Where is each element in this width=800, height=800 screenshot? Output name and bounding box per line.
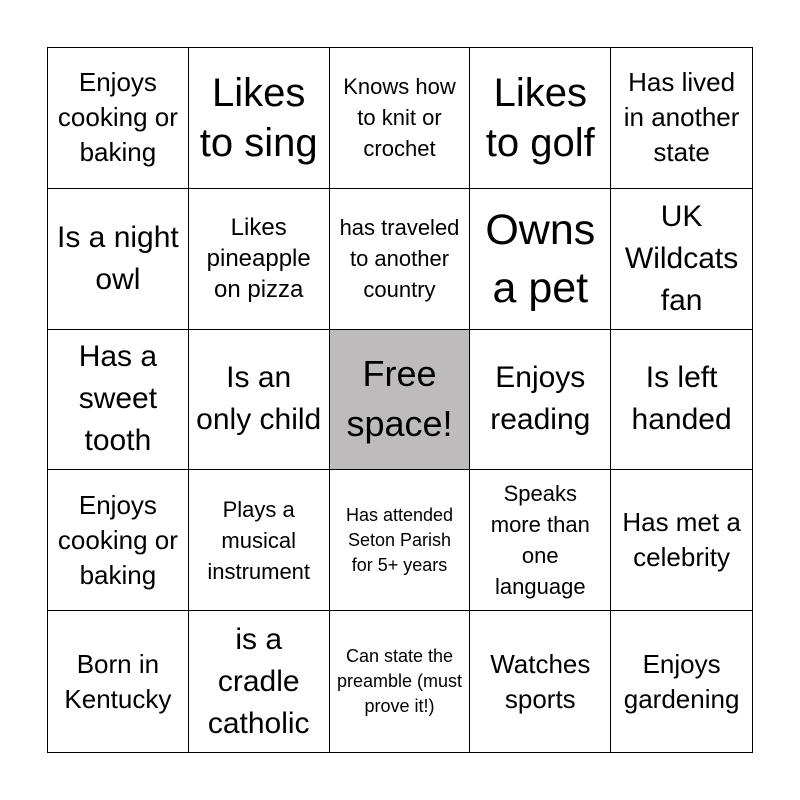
bingo-cell-r3c5[interactable]: [611, 330, 752, 471]
bingo-cell-r1c3[interactable]: [330, 48, 471, 189]
free-space-cell[interactable]: [330, 330, 471, 471]
cell-label: Has lived in another state: [623, 67, 740, 168]
bingo-cell-r4c3[interactable]: [330, 470, 471, 611]
cell-label: Is a night owl: [57, 220, 179, 296]
bingo-cell-r2c4[interactable]: [470, 189, 611, 330]
bingo-cell-r4c2[interactable]: [189, 470, 330, 611]
cell-label: Speaks more than one language: [490, 481, 590, 600]
cell-label: Is left handed: [631, 361, 732, 437]
cell-label: Likes to golf: [485, 70, 595, 165]
bingo-cell-r4c4[interactable]: [470, 470, 611, 611]
cell-label: Can state the preamble (must prove it!): [336, 646, 463, 717]
cell-label: Enjoys cooking or baking: [57, 489, 178, 590]
cell-label: Born in Kentucky: [64, 648, 172, 714]
cell-label: Enjoys gardening: [623, 648, 740, 714]
bingo-cell-r1c4[interactable]: [470, 48, 611, 189]
cell-label: Has attended Seton Parish for 5+ years: [345, 504, 454, 575]
bingo-cell-r4c1[interactable]: [48, 470, 189, 611]
bingo-cell-r2c3[interactable]: [330, 189, 471, 330]
cell-label: is a cradle catholic: [207, 622, 310, 740]
bingo-cell-r2c2[interactable]: [189, 189, 330, 330]
bingo-cell-r1c2[interactable]: [189, 48, 330, 189]
cell-label: Enjoys reading: [490, 361, 591, 437]
cell-label: has traveled to another country: [339, 215, 460, 303]
cell-label: Likes to sing: [199, 70, 318, 165]
cell-label: Plays a musical instrument: [207, 496, 311, 584]
bingo-cell-r2c5[interactable]: [611, 189, 752, 330]
cell-label: Is an only child: [196, 361, 322, 437]
bingo-cell-r5c1[interactable]: [48, 611, 189, 752]
bingo-cell-r3c2[interactable]: [189, 330, 330, 471]
bingo-cell-r5c5[interactable]: [611, 611, 752, 752]
bingo-cell-r4c5[interactable]: [611, 470, 752, 611]
cell-label: UK Wildcats fan: [624, 199, 739, 317]
cell-label: Owns a pet: [485, 205, 596, 312]
bingo-cell-r3c4[interactable]: [470, 330, 611, 471]
cell-label: Has met a celebrity: [622, 507, 741, 573]
cell-label: Likes pineapple on pizza: [206, 214, 311, 304]
bingo-cell-r5c2[interactable]: [189, 611, 330, 752]
bingo-board: [47, 47, 753, 753]
bingo-cell-r2c1[interactable]: [48, 189, 189, 330]
bingo-cell-r5c3[interactable]: [330, 611, 471, 752]
cell-label: Has a sweet tooth: [78, 340, 158, 458]
cell-label: Enjoys cooking or baking: [57, 67, 178, 168]
bingo-cell-r3c1[interactable]: [48, 330, 189, 471]
cell-label: Knows how to knit or crochet: [343, 74, 456, 162]
cell-label: Free space!: [346, 353, 453, 445]
bingo-cell-r1c5[interactable]: [611, 48, 752, 189]
bingo-cell-r5c4[interactable]: [470, 611, 611, 752]
cell-label: Watches sports: [490, 648, 591, 714]
bingo-cell-r1c1[interactable]: [48, 48, 189, 189]
